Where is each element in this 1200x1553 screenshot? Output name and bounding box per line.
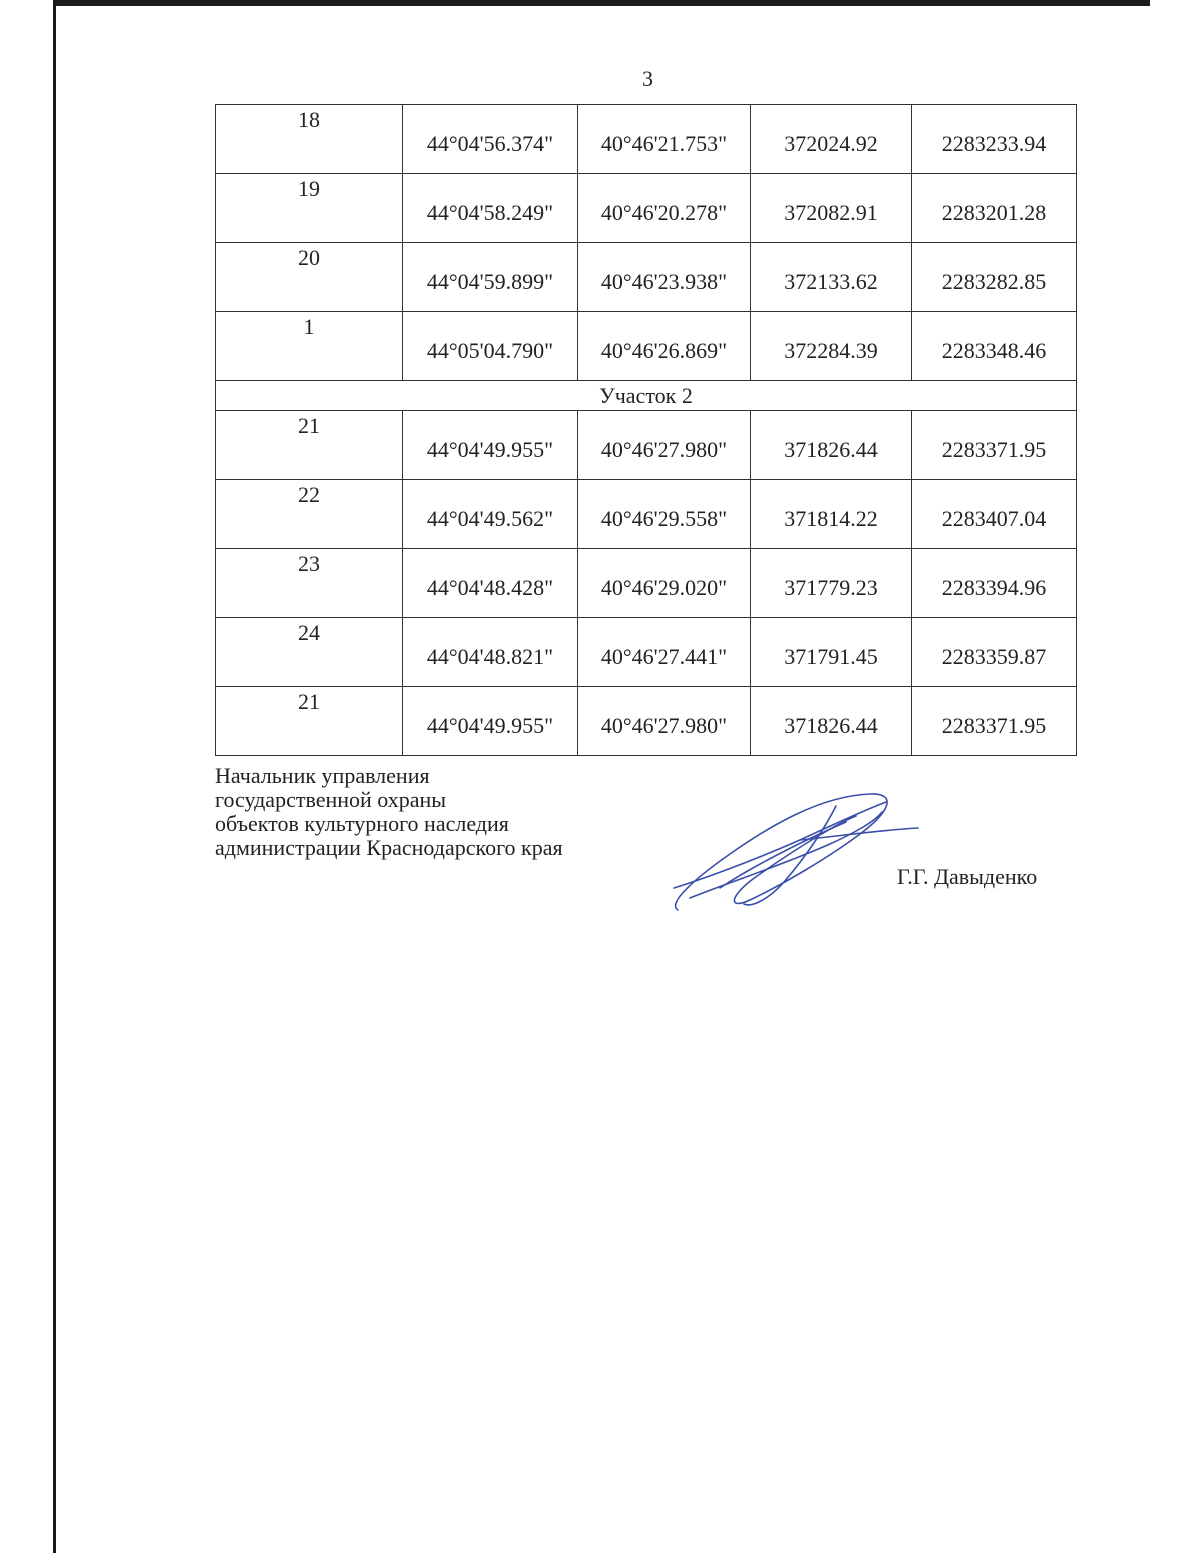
point-number-cell: 1 bbox=[216, 312, 403, 381]
longitude-cell: 40°46'20.278" bbox=[578, 174, 751, 243]
longitude-cell: 40°46'27.441" bbox=[578, 618, 751, 687]
coordinates-table bbox=[215, 104, 1077, 756]
y-coordinate-cell: 2283282.85 bbox=[912, 243, 1077, 312]
longitude-cell: 40°46'21.753" bbox=[578, 105, 751, 174]
page-number: 3 bbox=[642, 66, 653, 91]
section-header-row bbox=[216, 381, 1077, 411]
latitude-cell: 44°04'59.899" bbox=[403, 243, 578, 312]
point-number-cell: 23 bbox=[216, 549, 403, 618]
latitude-cell: 44°04'49.562" bbox=[403, 480, 578, 549]
x-coordinate-cell: 371814.22 bbox=[751, 480, 912, 549]
signatory-title-line: государственной охраны bbox=[215, 787, 447, 812]
point-number-cell: 19 bbox=[216, 174, 403, 243]
point-number-cell: 24 bbox=[216, 618, 403, 687]
longitude-cell: 40°46'29.020" bbox=[578, 549, 751, 618]
x-coordinate-cell: 371826.44 bbox=[751, 687, 912, 756]
table-row bbox=[216, 549, 1077, 618]
latitude-cell: 44°04'58.249" bbox=[403, 174, 578, 243]
x-coordinate-cell: 372284.39 bbox=[751, 312, 912, 381]
longitude-cell: 40°46'26.869" bbox=[578, 312, 751, 381]
signer-name: Г.Г. Давыденко bbox=[897, 864, 1038, 889]
longitude-cell: 40°46'27.980" bbox=[578, 687, 751, 756]
latitude-cell: 44°04'49.955" bbox=[403, 687, 578, 756]
x-coordinate-cell: 372133.62 bbox=[751, 243, 912, 312]
x-coordinate-cell: 371826.44 bbox=[751, 411, 912, 480]
handwritten-signature bbox=[660, 782, 930, 922]
signatory-title-line: Начальник управления bbox=[215, 763, 430, 788]
y-coordinate-cell: 2283201.28 bbox=[912, 174, 1077, 243]
table-row bbox=[216, 174, 1077, 243]
y-coordinate-cell: 2283371.95 bbox=[912, 687, 1077, 756]
x-coordinate-cell: 371779.23 bbox=[751, 549, 912, 618]
longitude-cell: 40°46'29.558" bbox=[578, 480, 751, 549]
point-number-cell: 21 bbox=[216, 687, 403, 756]
latitude-cell: 44°05'04.790" bbox=[403, 312, 578, 381]
latitude-cell: 44°04'56.374" bbox=[403, 105, 578, 174]
longitude-cell: 40°46'23.938" bbox=[578, 243, 751, 312]
scan-left-edge bbox=[53, 0, 56, 1553]
signatory-title-line: администрации Краснодарского края bbox=[215, 835, 563, 860]
signatory-title-line: объектов культурного наследия bbox=[215, 811, 509, 836]
table-row bbox=[216, 312, 1077, 381]
table-row bbox=[216, 618, 1077, 687]
point-number-cell: 22 bbox=[216, 480, 403, 549]
y-coordinate-cell: 2283371.95 bbox=[912, 411, 1077, 480]
table-row bbox=[216, 687, 1077, 756]
x-coordinate-cell: 371791.45 bbox=[751, 618, 912, 687]
latitude-cell: 44°04'48.428" bbox=[403, 549, 578, 618]
point-number-cell: 18 bbox=[216, 105, 403, 174]
table-row bbox=[216, 243, 1077, 312]
table-row bbox=[216, 480, 1077, 549]
y-coordinate-cell: 2283394.96 bbox=[912, 549, 1077, 618]
point-number-cell: 20 bbox=[216, 243, 403, 312]
x-coordinate-cell: 372082.91 bbox=[751, 174, 912, 243]
table-row bbox=[216, 105, 1077, 174]
y-coordinate-cell: 2283348.46 bbox=[912, 312, 1077, 381]
latitude-cell: 44°04'49.955" bbox=[403, 411, 578, 480]
table-row bbox=[216, 411, 1077, 480]
longitude-cell: 40°46'27.980" bbox=[578, 411, 751, 480]
scan-top-edge bbox=[55, 0, 1150, 6]
y-coordinate-cell: 2283407.04 bbox=[912, 480, 1077, 549]
y-coordinate-cell: 2283233.94 bbox=[912, 105, 1077, 174]
section-label: Участок 2 bbox=[216, 381, 1077, 411]
latitude-cell: 44°04'48.821" bbox=[403, 618, 578, 687]
point-number-cell: 21 bbox=[216, 411, 403, 480]
y-coordinate-cell: 2283359.87 bbox=[912, 618, 1077, 687]
signatory-title bbox=[215, 764, 563, 860]
x-coordinate-cell: 372024.92 bbox=[751, 105, 912, 174]
